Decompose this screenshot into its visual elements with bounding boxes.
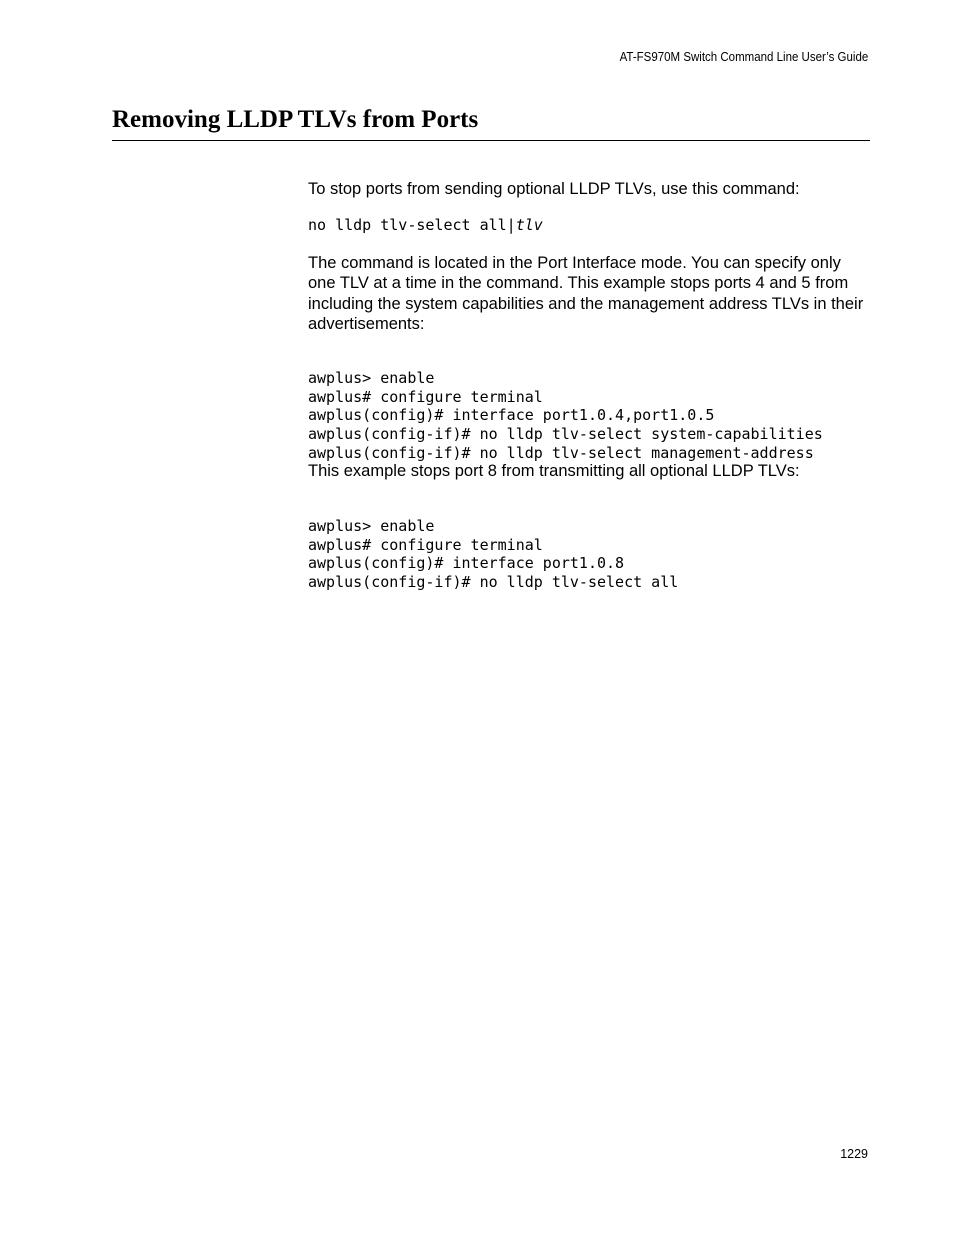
code-line: awplus> enable bbox=[308, 516, 435, 535]
code-example-1 bbox=[308, 350, 870, 463]
code-line: awplus> enable bbox=[308, 368, 435, 387]
code-line: awplus# configure terminal bbox=[308, 535, 543, 554]
code-line: awplus(config-if)# no lldp tlv-select system-capabilities bbox=[308, 425, 823, 444]
port8-text: This example stops port 8 from transmitting all optional LLDP TLVs: bbox=[308, 462, 800, 480]
code-line: awplus(config-if)# no lldp tlv-select all bbox=[308, 573, 679, 592]
syntax-command: no lldp tlv-select all| bbox=[308, 216, 516, 234]
intro-paragraph bbox=[308, 179, 870, 199]
code-line: awplus(config-if)# no lldp tlv-select management-address bbox=[308, 443, 814, 462]
title-rule bbox=[112, 140, 870, 141]
description-paragraph bbox=[308, 253, 870, 335]
description-text: The command is located in the Port Interface mode. You can specify only one TLV at a time in the command. This example stops ports 4 and 5 from including the system capabilities and the management address TLVs in their advertisements: bbox=[308, 254, 864, 334]
code-line: awplus(config)# interface port1.0.8 bbox=[308, 554, 625, 573]
code-line: awplus(config)# interface port1.0.4,port1.0.5 bbox=[308, 406, 715, 425]
code-example-2 bbox=[308, 498, 870, 592]
code-line: awplus# configure terminal bbox=[308, 387, 543, 406]
section-title: Removing LLDP TLVs from Ports bbox=[112, 106, 479, 133]
port8-paragraph bbox=[308, 461, 870, 481]
command-syntax bbox=[308, 216, 870, 235]
intro-text: To stop ports from sending optional LLDP TLVs, use this command: bbox=[308, 180, 800, 198]
page-number: 1229 bbox=[840, 1147, 868, 1161]
running-header: AT-FS970M Switch Command Line User’s Guide bbox=[619, 50, 868, 64]
syntax-argument: tlv bbox=[515, 216, 543, 234]
